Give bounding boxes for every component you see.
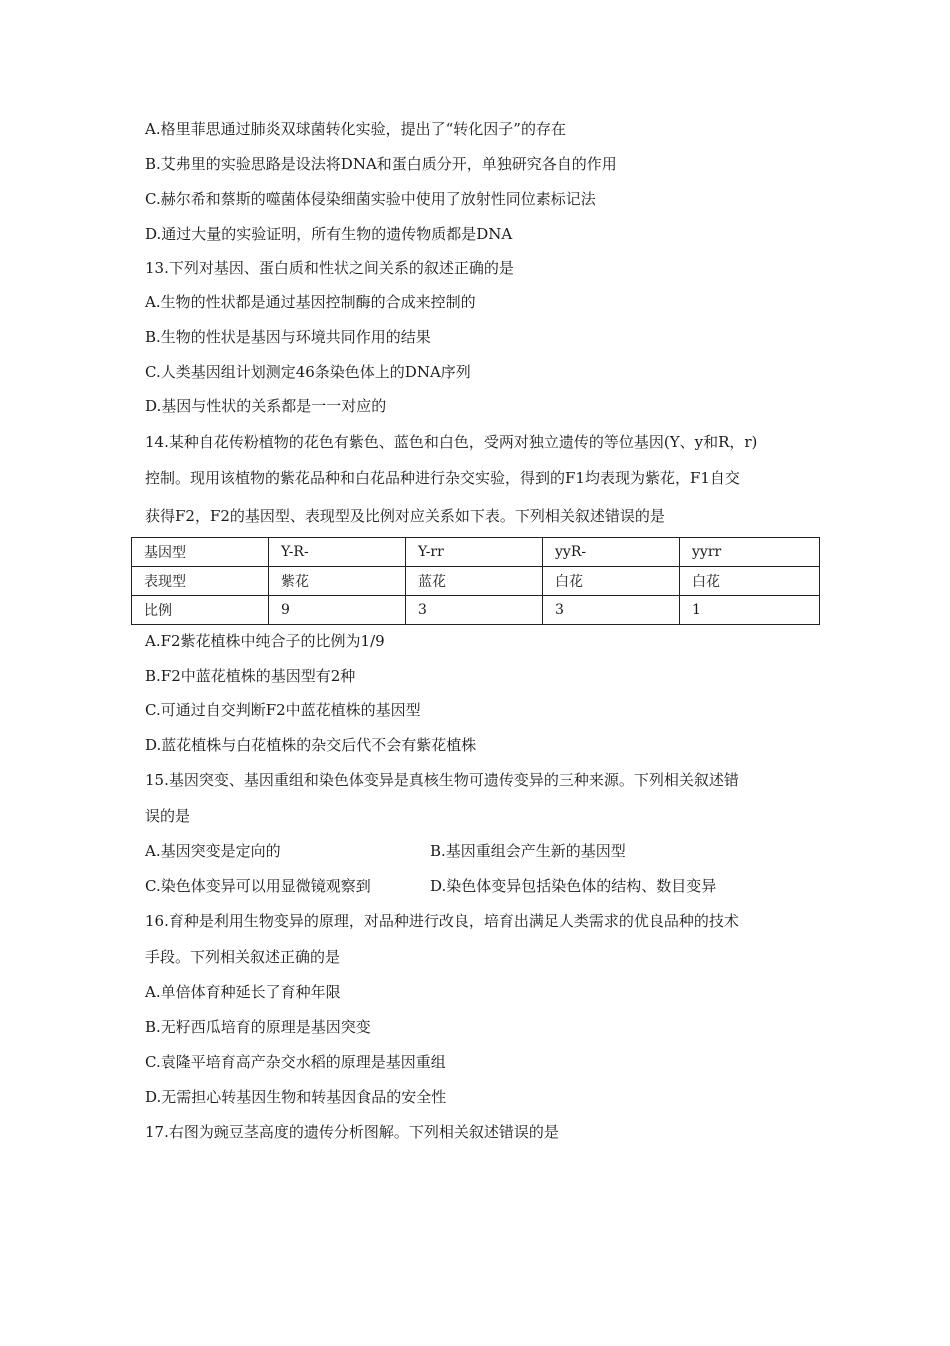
q15-stem-line-1: 15.基因突变、基因重组和染色体变异是真核生物可遗传变异的三种来源。下列相关叙述错 xyxy=(145,771,739,789)
q14-option-c: C.可通过自交判断F2中蓝花植株的基因型 xyxy=(145,701,421,719)
table-cell: yyrr xyxy=(680,538,820,567)
table-cell: 表现型 xyxy=(132,567,269,596)
table-cell: 白花 xyxy=(543,567,680,596)
q14-stem-line-3: 获得F2，F2的基因型、表现型及比例对应关系如下表。下列相关叙述错误的是 xyxy=(145,507,665,525)
genotype-table xyxy=(131,537,820,625)
q14-option-b: B.F2中蓝花植株的基因型有2种 xyxy=(145,667,356,685)
q12-option-d: D.通过大量的实验证明，所有生物的遗传物质都是DNA xyxy=(145,225,513,243)
q12-option-c: C.赫尔希和蔡斯的噬菌体侵染细菌实验中使用了放射性同位素标记法 xyxy=(145,190,596,208)
table-row-genotype xyxy=(132,538,820,567)
q14-option-d: D.蓝花植株与白花植株的杂交后代不会有紫花植株 xyxy=(145,736,477,754)
q16-option-d: D.无需担心转基因生物和转基因食品的安全性 xyxy=(145,1088,447,1106)
table-row-ratio xyxy=(132,596,820,625)
q13-option-b: B.生物的性状是基因与环境共同作用的结果 xyxy=(145,328,431,346)
q12-option-b: B.艾弗里的实验思路是设法将DNA和蛋白质分开，单独研究各自的作用 xyxy=(145,155,617,173)
q14-stem-line-2: 控制。现用该植物的紫花品种和白花品种进行杂交实验，得到的F1均表现为紫花，F1自交 xyxy=(145,469,740,487)
q16-stem-line-2: 手段。下列相关叙述正确的是 xyxy=(145,948,341,966)
table-cell: 3 xyxy=(406,596,543,625)
q15-option-b: B.基因重组会产生新的基因型 xyxy=(430,842,626,860)
q16-option-a: A.单倍体育种延长了育种年限 xyxy=(145,983,341,1001)
table-row-phenotype xyxy=(132,567,820,596)
table-cell: 比例 xyxy=(132,596,269,625)
q15-option-d: D.染色体变异包括染色体的结构、数目变异 xyxy=(430,877,717,895)
q13-option-d: D.基因与性状的关系都是一一对应的 xyxy=(145,397,387,415)
table-cell: Y-rr xyxy=(406,538,543,567)
q14-option-a: A.F2紫花植株中纯合子的比例为1/9 xyxy=(145,632,385,650)
table-cell: Y-R- xyxy=(269,538,406,567)
q12-option-a: A.格里菲思通过肺炎双球菌转化实验，提出了“转化因子”的存在 xyxy=(145,120,566,138)
table-cell: 9 xyxy=(269,596,406,625)
table-cell: 3 xyxy=(543,596,680,625)
q13-stem: 13.下列对基因、蛋白质和性状之间关系的叙述正确的是 xyxy=(145,259,514,277)
table-cell: 白花 xyxy=(680,567,820,596)
table-cell: 基因型 xyxy=(132,538,269,567)
table-cell: 紫花 xyxy=(269,567,406,596)
table-cell: yyR- xyxy=(543,538,680,567)
table-cell: 1 xyxy=(680,596,820,625)
q14-stem-line-1: 14.某种自花传粉植物的花色有紫色、蓝色和白色，受两对独立遗传的等位基因(Y、y和R，r) xyxy=(145,433,758,451)
q16-stem-line-1: 16.育种是利用生物变异的原理，对品种进行改良，培育出满足人类需求的优良品种的技术 xyxy=(145,912,739,930)
q13-option-c: C.人类基因组计划测定46条染色体上的DNA序列 xyxy=(145,363,471,381)
q16-option-c: C.袁隆平培育高产杂交水稻的原理是基因重组 xyxy=(145,1053,446,1071)
q13-option-a: A.生物的性状都是通过基因控制酶的合成来控制的 xyxy=(145,293,476,311)
q15-option-a: A.基因突变是定向的 xyxy=(145,842,281,860)
q17-stem: 17.右图为豌豆茎高度的遗传分析图解。下列相关叙述错误的是 xyxy=(145,1123,559,1141)
table-cell: 蓝花 xyxy=(406,567,543,596)
q15-option-c: C.染色体变异可以用显微镜观察到 xyxy=(145,877,371,895)
q15-stem-line-2: 误的是 xyxy=(145,807,191,825)
q16-option-b: B.无籽西瓜培育的原理是基因突变 xyxy=(145,1018,371,1036)
